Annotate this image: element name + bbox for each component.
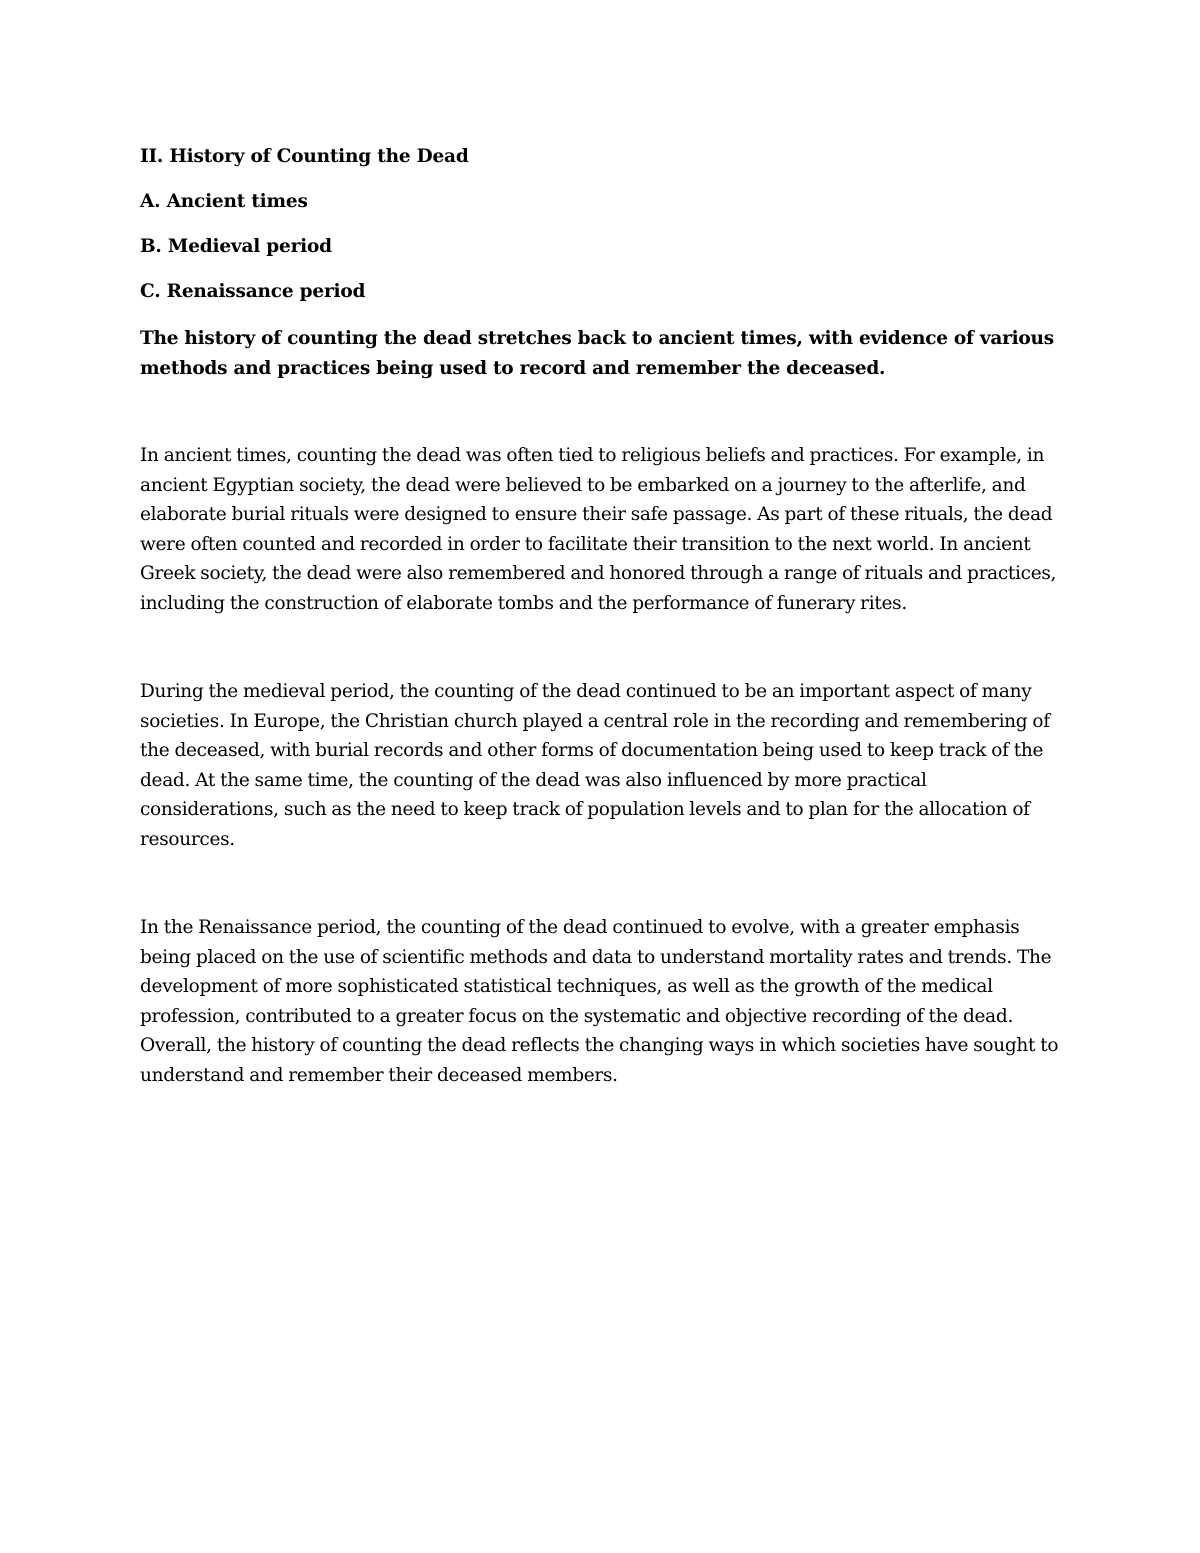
outline-item-medieval-period: B. Medieval period [140,236,332,257]
section-heading: II. History of Counting the Dead [140,146,469,167]
paragraph-renaissance-period: In the Renaissance period, the counting of the dead continued to evolve, with a greater emphasis being placed on the use of scientific methods and data to understand mortality rates and trends. The development of more sophisticated statistical techniques, as well as the growth of the medical profession, contributed to a greater focus on the systematic and objective recording of the dead. Overall, the history of counting the dead reflects the changing ways in which societies have sought to understand and remember their deceased members. [140,917,1059,1086]
lead-paragraph: The history of counting the dead stretches back to ancient times, with evidence of various methods and practices being used to record and remember the deceased. [140,328,1054,379]
outline-item-renaissance-period: C. Renaissance period [140,281,366,302]
document-body [140,144,1065,1149]
paragraph-ancient-times: In ancient times, counting the dead was often tied to religious beliefs and practices. For example, in ancient Egyptian society, the dead were believed to be embarked on a journey to the afterlife, and elaborate burial rituals were designed to ensure their safe passage. As part of these rituals, the dead were often counted and recorded in order to facilitate their transition to the next world. In ancient Greek society, the dead were also remembered and honored through a range of rituals and practices, including the construction of elaborate tombs and the performance of funerary rites. [140,445,1057,614]
paragraph-medieval-period: During the medieval period, the counting of the dead continued to be an important aspect of many societies. In Europe, the Christian church played a central role in the recording and remembering of the deceased, with burial records and other forms of documentation being used to keep track of the dead. At the same time, the counting of the dead was also influenced by more practical considerations, such as the need to keep track of population levels and to plan for the allocation of resources. [140,681,1050,850]
outline-item-ancient-times: A. Ancient times [140,191,308,212]
